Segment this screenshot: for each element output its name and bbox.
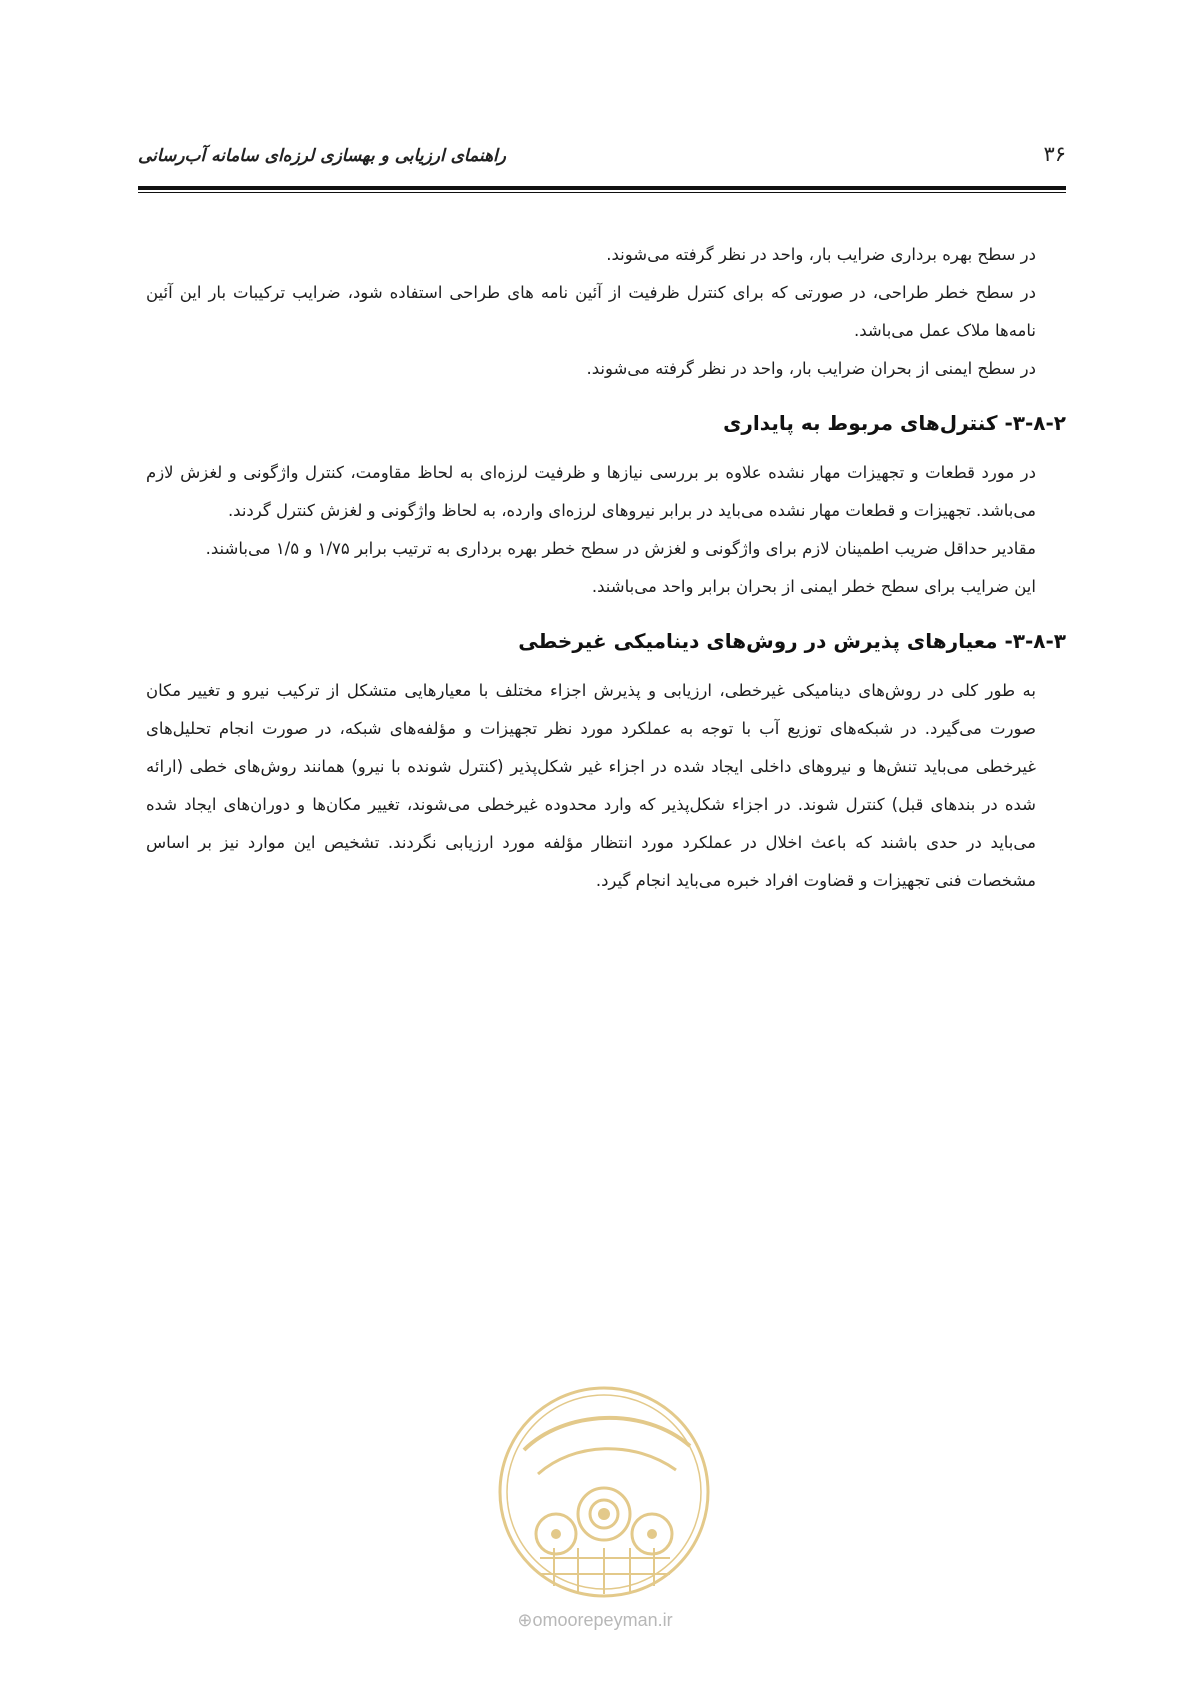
body-paragraph: مقادیر حداقل ضریب اطمینان لازم برای واژگونی و لغزش در سطح خطر بهره برداری به ترتیب برابر ۱/۷۵ و ۱/۵ می‌باشند. <box>205 539 1036 558</box>
body-paragraph: این ضرایب برای سطح خطر ایمنی از بحران برابر واحد می‌باشند. <box>591 577 1036 596</box>
page-number: ۳۶ <box>1043 142 1066 166</box>
header-rule-thick <box>138 186 1066 190</box>
globe-icon: ⊕ <box>517 1610 533 1630</box>
intro-paragraph: در سطح ایمنی از بحران ضرایب بار، واحد در نظر گرفته می‌شوند. <box>586 359 1036 378</box>
header-rule <box>138 186 1066 193</box>
watermark-url-text: omoorepeyman.ir <box>532 1610 673 1630</box>
watermark-url <box>0 1610 1190 1631</box>
body-paragraph: به طور کلی در روش‌های دینامیکی غیرخطی، ارزیابی و پذیرش اجزاء مختلف با معیارهایی متشکل از ترکیب نیرو و تغییر مکان صورت می‌گیرد. در شبکه‌های توزیع آب با توجه به عملکرد مورد نظر تجهیزات و مؤلفه‌های شبکه، در صورت انجام تحلیل‌های غیرخطی می‌باید تنش‌ها و نیروهای داخلی ایجاد شده در اجزاء غیر شکل‌پذیر (کنترل شونده با نیرو) همانند روش‌های خطی (ارائه شده در بندهای قبل) کنترل شوند. در اجزاء شکل‌پذیر که وارد محدوده غیرخطی می‌شوند، تغییر مکان‌ها و دوران‌های ایجاد شده می‌باید در حدی باشند که باعث اخلال در عملکرد مورد انتظار مؤلفه مورد ارزیابی نگردند. تشخیص این موارد نیز بر اساس مشخصات فنی تجهیزات و قضاوت افراد خبره می‌باید انجام گیرد. <box>146 681 1036 890</box>
section-heading-acceptance-criteria: ۳-۸-۳- معیارهای پذیرش در روش‌های دینامیکی غیرخطی <box>518 629 1066 653</box>
intro-paragraph: در سطح بهره برداری ضرایب بار، واحد در نظر گرفته می‌شوند. <box>606 245 1036 264</box>
watermark-logo <box>494 1382 714 1602</box>
watermark-seal-icon <box>494 1382 714 1602</box>
page-body <box>146 236 1066 900</box>
intro-paragraph: در سطح خطر طراحی، در صورتی که برای کنترل ظرفیت از آئین نامه های طراحی استفاده شود، ضرایب ترکیبات بار این آئین نامه‌ها ملاک عمل می‌باشد. <box>146 283 1036 340</box>
running-title: راهنمای ارزیابی و بهسازی لرزه‌ای سامانه آب‌رسانی <box>138 146 506 166</box>
header-rule-thin <box>138 192 1066 193</box>
body-paragraph: در مورد قطعات و تجهیزات مهار نشده علاوه بر بررسی نیازها و ظرفیت لرزه‌ای به لحاظ مقاومت، کنترل واژگونی و لغزش لازم می‌باشد. تجهیزات و قطعات مهار نشده می‌باید در برابر نیروهای لرزه‌ای وارده، به لحاظ واژگونی و لغزش کنترل گردند. <box>146 463 1036 520</box>
section-heading-stability: ۳-۸-۲- کنترل‌های مربوط به پایداری <box>723 411 1066 435</box>
page-header <box>138 138 1066 178</box>
